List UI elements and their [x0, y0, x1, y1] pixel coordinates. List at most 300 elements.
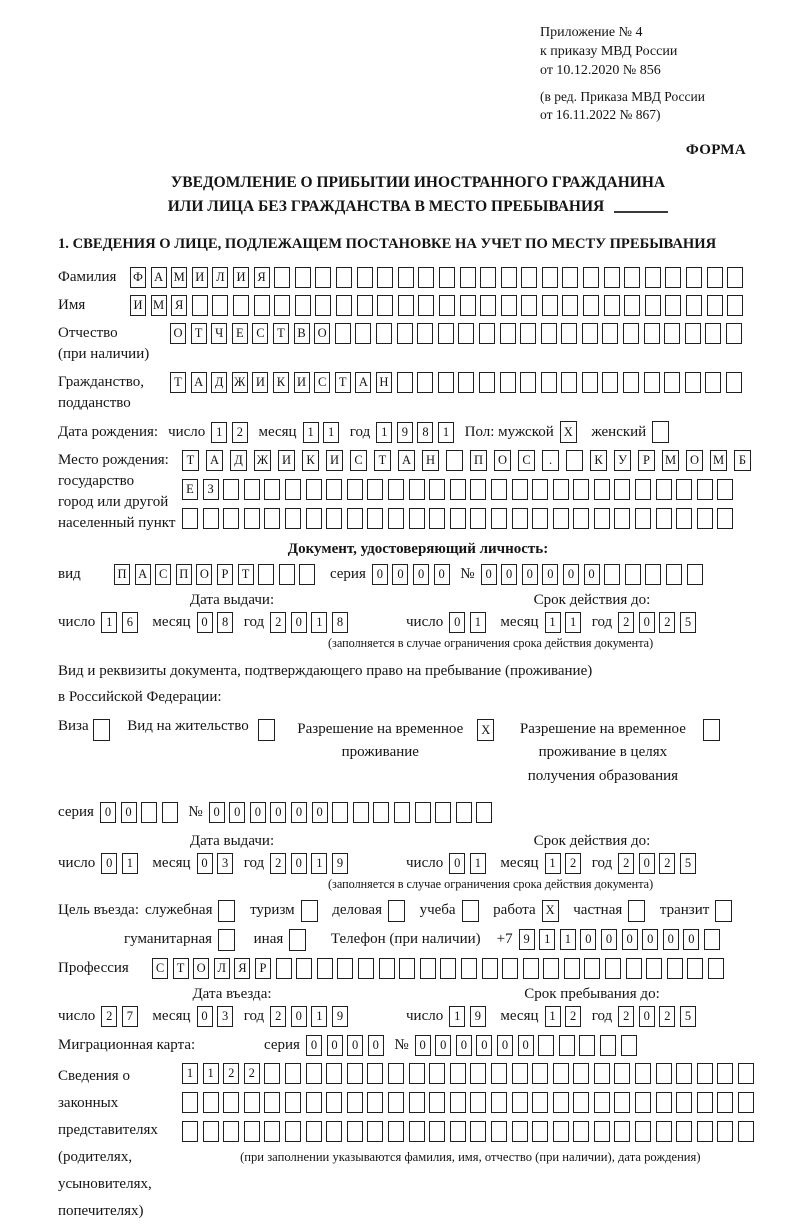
char-cell: [738, 1092, 754, 1113]
char-cell: [561, 323, 577, 344]
char-cell: [512, 479, 528, 500]
char-cell: А: [135, 564, 151, 585]
char-cell: [624, 267, 640, 288]
purpose-tourism-label: туризм: [250, 902, 295, 919]
char-cell: [532, 508, 548, 529]
char-cell: [373, 802, 389, 823]
char-cell: Л: [214, 958, 230, 979]
char-cell: [388, 1063, 404, 1084]
appendix-line: к приказу МВД России: [540, 43, 678, 59]
birth-place-row-2: [182, 479, 758, 500]
char-cell: [491, 1121, 507, 1142]
char-cell: [162, 802, 178, 823]
doc-number-cells: [481, 564, 708, 585]
birth-place-label-line: город или другой: [58, 494, 169, 511]
char-cell: [491, 1063, 507, 1084]
char-cell: [602, 323, 618, 344]
char-cell: 9: [397, 422, 413, 443]
sex-male-label: Пол: мужской: [464, 423, 554, 440]
birth-year-cells: [376, 422, 458, 443]
birth-place-label-line: государство: [58, 473, 135, 490]
char-cell: [306, 1063, 322, 1084]
char-cell: [470, 1063, 486, 1084]
visa-checkbox: [93, 719, 115, 741]
char-cell: Е: [232, 323, 248, 344]
char-cell: [326, 479, 342, 500]
char-cell: 0: [250, 802, 266, 823]
char-cell: 2: [244, 1063, 260, 1084]
char-cell: [553, 479, 569, 500]
char-cell: 0: [291, 1006, 307, 1027]
char-cell: 0: [476, 1035, 492, 1056]
page-title: [58, 171, 778, 219]
char-cell: [523, 958, 539, 979]
char-cell: 1: [311, 612, 327, 633]
char-cell: 0: [639, 612, 655, 633]
char-cell: [707, 295, 723, 316]
patronymic-cells: [170, 323, 747, 344]
char-cell: [665, 267, 681, 288]
char-cell: 9: [519, 929, 535, 950]
residence-number-cells: [209, 802, 497, 823]
char-cell: 1: [545, 1006, 561, 1027]
char-cell: [738, 1121, 754, 1142]
char-cell: 1: [323, 422, 339, 443]
char-cell: 2: [659, 853, 675, 874]
char-cell: 0: [327, 1035, 343, 1056]
char-cell: [460, 295, 476, 316]
entry-year-cells: [270, 1006, 352, 1027]
char-cell: [600, 1035, 616, 1056]
char-cell: [579, 1035, 595, 1056]
char-cell: [223, 508, 239, 529]
char-cell: 0: [542, 564, 558, 585]
sex-male-checkbox: [560, 421, 582, 443]
residence-number-label: №: [188, 803, 203, 820]
char-cell: 0: [639, 1006, 655, 1027]
char-cell: [697, 1063, 713, 1084]
char-cell: [501, 295, 517, 316]
char-cell: С: [155, 564, 171, 585]
purpose-study-label: учеба: [419, 902, 456, 919]
char-cell: [676, 1063, 692, 1084]
char-cell: [665, 295, 681, 316]
char-cell: [656, 1121, 672, 1142]
char-cell: [541, 323, 557, 344]
char-cell: [353, 802, 369, 823]
char-cell: [446, 450, 463, 471]
stay-until-heading: Срок пребывания до:: [524, 985, 660, 1002]
char-cell: 0: [270, 802, 286, 823]
char-cell: 0: [306, 1035, 322, 1056]
char-cell: [450, 508, 466, 529]
char-cell: [192, 295, 208, 316]
identity-doc-dates: [58, 592, 778, 651]
char-cell: [582, 372, 598, 393]
char-cell: Ф: [130, 267, 146, 288]
name-label: Имя: [58, 297, 86, 314]
char-cell: [335, 323, 351, 344]
char-cell: [635, 1121, 651, 1142]
residence-issued-day-cells: [101, 853, 142, 874]
doc-series-label: серия: [329, 566, 366, 583]
phone-label: Телефон (при наличии): [330, 931, 481, 948]
birth-month-label: месяц: [258, 423, 297, 440]
char-cell: [604, 295, 620, 316]
char-cell: [315, 267, 331, 288]
char-cell: [276, 958, 292, 979]
char-cell: [296, 958, 312, 979]
birth-place-row-1: [182, 450, 758, 471]
char-cell: 1: [438, 422, 454, 443]
char-cell: Л: [212, 267, 228, 288]
char-cell: [264, 1063, 280, 1084]
char-cell: [614, 1092, 630, 1113]
purpose-other-label: иная: [253, 931, 284, 948]
entry-date-heading: Дата въезда:: [192, 985, 272, 1002]
char-cell: О: [314, 323, 330, 344]
char-cell: 5: [680, 1006, 696, 1027]
char-cell: 0: [518, 1035, 534, 1056]
char-cell: [439, 267, 455, 288]
char-cell: [491, 479, 507, 500]
char-cell: М: [662, 450, 679, 471]
char-cell: Т: [191, 323, 207, 344]
char-cell: [470, 1092, 486, 1113]
char-cell: [697, 1092, 713, 1113]
char-cell: [367, 508, 383, 529]
purpose-transit-label: транзит: [659, 902, 710, 919]
char-cell: [244, 1121, 260, 1142]
char-cell: Я: [254, 267, 270, 288]
stay-day-cells: [449, 1006, 490, 1027]
char-cell: Т: [238, 564, 254, 585]
char-cell: [476, 802, 492, 823]
char-cell: [664, 372, 680, 393]
char-cell: [367, 1092, 383, 1113]
char-cell: Т: [182, 450, 199, 471]
char-cell: П: [114, 564, 130, 585]
char-cell: 2: [223, 1063, 239, 1084]
char-cell: [274, 267, 290, 288]
char-cell: 0: [639, 853, 655, 874]
char-cell: [623, 323, 639, 344]
appendix-block: [540, 24, 778, 124]
char-cell: [409, 479, 425, 500]
char-cell: И: [278, 450, 295, 471]
char-cell: [450, 479, 466, 500]
residence-doc-intro: [58, 659, 778, 710]
char-cell: [438, 372, 454, 393]
char-cell: [512, 1121, 528, 1142]
title-line-1: УВЕДОМЛЕНИЕ О ПРИБЫТИИ ИНОСТРАННОГО ГРАЖДАНИНА: [170, 174, 666, 192]
char-cell: 2: [101, 1006, 117, 1027]
representatives-note: (при заполнении указываются фамилия, имя, отчество (при наличии), дата рождения): [240, 1149, 701, 1164]
char-cell: 0: [415, 1035, 431, 1056]
sex-female-label: женский: [591, 423, 647, 440]
char-cell: [223, 1092, 239, 1113]
char-cell: Т: [170, 372, 186, 393]
char-cell: [429, 1063, 445, 1084]
char-cell: [676, 1092, 692, 1113]
char-cell: 1: [449, 1006, 465, 1027]
char-cell: Р: [255, 958, 271, 979]
issued-day-cells: [101, 612, 142, 633]
char-cell: [656, 1063, 672, 1084]
char-cell: [553, 1121, 569, 1142]
char-cell: [244, 508, 260, 529]
char-cell: [388, 1092, 404, 1113]
migration-number-label: №: [394, 1036, 409, 1053]
char-cell: [564, 958, 580, 979]
char-cell: [532, 1092, 548, 1113]
char-cell: Т: [335, 372, 351, 393]
char-cell: 2: [659, 1006, 675, 1027]
char-cell: 1: [565, 612, 581, 633]
entry-month-label: месяц: [152, 1007, 191, 1024]
char-cell: [438, 323, 454, 344]
char-cell: [462, 900, 479, 922]
char-cell: [500, 323, 516, 344]
char-cell: 2: [618, 612, 634, 633]
char-cell: С: [252, 323, 268, 344]
char-cell: [93, 719, 110, 741]
char-cell: И: [192, 267, 208, 288]
char-cell: 0: [197, 853, 213, 874]
purpose-humanitarian-checkbox: [218, 929, 240, 951]
char-cell: Ж: [232, 372, 248, 393]
revision-line: от 16.11.2022 № 867): [540, 106, 661, 122]
char-cell: [717, 1063, 733, 1084]
profession-label: Профессия: [58, 959, 129, 976]
char-cell: [388, 1121, 404, 1142]
char-cell: [676, 508, 692, 529]
residence-valid-group: [328, 832, 778, 892]
char-cell: [450, 1121, 466, 1142]
char-cell: Н: [422, 450, 439, 471]
char-cell: Я: [234, 958, 250, 979]
char-cell: И: [252, 372, 268, 393]
issued-month-label: месяц: [152, 614, 191, 631]
representatives-row-3: [182, 1121, 759, 1142]
char-cell: 0: [229, 802, 245, 823]
char-cell: А: [355, 372, 371, 393]
residence-valid-heading: Срок действия до:: [533, 832, 651, 849]
char-cell: [357, 295, 373, 316]
char-cell: [461, 958, 477, 979]
char-cell: [625, 564, 641, 585]
char-cell: X: [542, 900, 559, 922]
sex-female-checkbox: [652, 421, 674, 443]
char-cell: К: [273, 372, 289, 393]
char-cell: [583, 267, 599, 288]
char-cell: [573, 508, 589, 529]
char-cell: [306, 1092, 322, 1113]
char-cell: С: [350, 450, 367, 471]
char-cell: [652, 421, 669, 443]
char-cell: Т: [374, 450, 391, 471]
char-cell: [562, 267, 578, 288]
char-cell: [573, 1121, 589, 1142]
char-cell: [285, 1092, 301, 1113]
representatives-label-line: законных: [58, 1094, 119, 1111]
char-cell: 1: [182, 1063, 198, 1084]
char-cell: [244, 1092, 260, 1113]
char-cell: [398, 295, 414, 316]
char-cell: В: [294, 323, 310, 344]
char-cell: [295, 295, 311, 316]
char-cell: [456, 802, 472, 823]
char-cell: 1: [470, 612, 486, 633]
char-cell: [212, 295, 228, 316]
birth-month-cells: [303, 422, 344, 443]
char-cell: [377, 267, 393, 288]
char-cell: А: [206, 450, 223, 471]
valid-note: (заполняется в случае ограничения срока действия документа): [328, 636, 654, 651]
char-cell: [429, 1092, 445, 1113]
char-cell: [264, 508, 280, 529]
citizenship-label-line2: подданство: [58, 395, 131, 412]
residence-issued-year-cells: [270, 853, 352, 874]
char-cell: [541, 372, 557, 393]
char-cell: [645, 295, 661, 316]
char-cell: [594, 479, 610, 500]
char-cell: 9: [332, 853, 348, 874]
char-cell: [285, 1063, 301, 1084]
purpose-humanitarian-label: гуманитарная: [124, 931, 213, 948]
char-cell: 1: [470, 853, 486, 874]
char-cell: [347, 1063, 363, 1084]
char-cell: 1: [545, 853, 561, 874]
char-cell: [512, 1063, 528, 1084]
char-cell: [326, 1121, 342, 1142]
char-cell: [458, 323, 474, 344]
char-cell: [182, 1092, 198, 1113]
char-cell: [409, 1092, 425, 1113]
char-cell: 0: [481, 564, 497, 585]
char-cell: [289, 929, 306, 951]
char-cell: [429, 1121, 445, 1142]
char-cell: [409, 1121, 425, 1142]
char-cell: М: [171, 267, 187, 288]
char-cell: [604, 267, 620, 288]
char-cell: [566, 450, 583, 471]
residence-intro-line1: Вид и реквизиты документа, подтверждающего право на пребывание (проживание): [58, 663, 593, 680]
purpose-business-label: деловая: [332, 902, 382, 919]
appendix-line: от 10.12.2020 № 856: [540, 62, 661, 78]
birth-place-cells-group: [182, 450, 758, 529]
purpose-other-checkbox: [289, 929, 311, 951]
issued-year-cells: [270, 612, 352, 633]
char-cell: К: [302, 450, 319, 471]
migration-series-cells: [306, 1035, 388, 1056]
char-cell: [439, 295, 455, 316]
char-cell: 2: [565, 1006, 581, 1027]
char-cell: [285, 508, 301, 529]
char-cell: 0: [435, 1035, 451, 1056]
char-cell: 0: [522, 564, 538, 585]
char-cell: [258, 564, 274, 585]
representatives-row-2: [182, 1092, 759, 1113]
residence-valid-day-cells: [449, 853, 490, 874]
char-cell: Р: [638, 450, 655, 471]
char-cell: [491, 508, 507, 529]
char-cell: [460, 267, 476, 288]
char-cell: [203, 508, 219, 529]
char-cell: [409, 508, 425, 529]
title-line-2: ИЛИ ЛИЦА БЕЗ ГРАЖДАНСТВА В МЕСТО ПРЕБЫВАНИЯ: [58, 195, 778, 219]
char-cell: [542, 267, 558, 288]
char-cell: 1: [101, 612, 117, 633]
entry-purpose-label: Цель въезда:: [58, 902, 139, 919]
char-cell: 1: [211, 422, 227, 443]
residence-series-label: серия: [58, 803, 94, 820]
char-cell: [435, 802, 451, 823]
birth-day-cells: [211, 422, 252, 443]
char-cell: [667, 958, 683, 979]
valid-day-cells: [449, 612, 490, 633]
residence-issued-month-label: месяц: [152, 854, 191, 871]
purpose-private-label: частная: [573, 902, 623, 919]
residence-issued-year-label: год: [243, 854, 265, 871]
char-cell: [264, 1121, 280, 1142]
char-cell: [635, 479, 651, 500]
char-cell: 2: [618, 853, 634, 874]
char-cell: [717, 1121, 733, 1142]
char-cell: 2: [565, 853, 581, 874]
char-cell: [614, 1063, 630, 1084]
edu-residence-checkbox: [703, 719, 725, 741]
entry-purpose-row-2: [58, 929, 778, 951]
residence-permit-checkbox: [258, 719, 280, 741]
purpose-work-checkbox: [542, 900, 564, 922]
char-cell: [538, 1035, 554, 1056]
char-cell: [685, 372, 701, 393]
char-cell: А: [151, 267, 167, 288]
migration-card-label: Миграционная карта:: [58, 1036, 196, 1053]
appendix-line: Приложение № 4: [540, 25, 643, 40]
char-cell: 1: [311, 1006, 327, 1027]
char-cell: [409, 1063, 425, 1084]
char-cell: [635, 1063, 651, 1084]
char-cell: П: [176, 564, 192, 585]
char-cell: [521, 267, 537, 288]
char-cell: [218, 929, 235, 951]
representatives-label: [58, 1063, 182, 1225]
char-cell: 8: [217, 612, 233, 633]
char-cell: [470, 508, 486, 529]
char-cell: [646, 958, 662, 979]
char-cell: Б: [734, 450, 751, 471]
char-cell: [182, 508, 198, 529]
char-cell: [233, 295, 249, 316]
char-cell: И: [130, 295, 146, 316]
entry-dates-block: [58, 986, 778, 1027]
char-cell: [357, 267, 373, 288]
char-cell: [347, 1092, 363, 1113]
birth-place-label: [58, 450, 182, 534]
char-cell: [397, 323, 413, 344]
char-cell: [429, 479, 445, 500]
char-cell: П: [470, 450, 487, 471]
stay-year-cells: [618, 1006, 700, 1027]
char-cell: [500, 372, 516, 393]
char-cell: [317, 958, 333, 979]
representatives-label-line: Сведения о: [58, 1067, 130, 1084]
char-cell: А: [398, 450, 415, 471]
char-cell: [417, 323, 433, 344]
char-cell: 9: [332, 1006, 348, 1027]
